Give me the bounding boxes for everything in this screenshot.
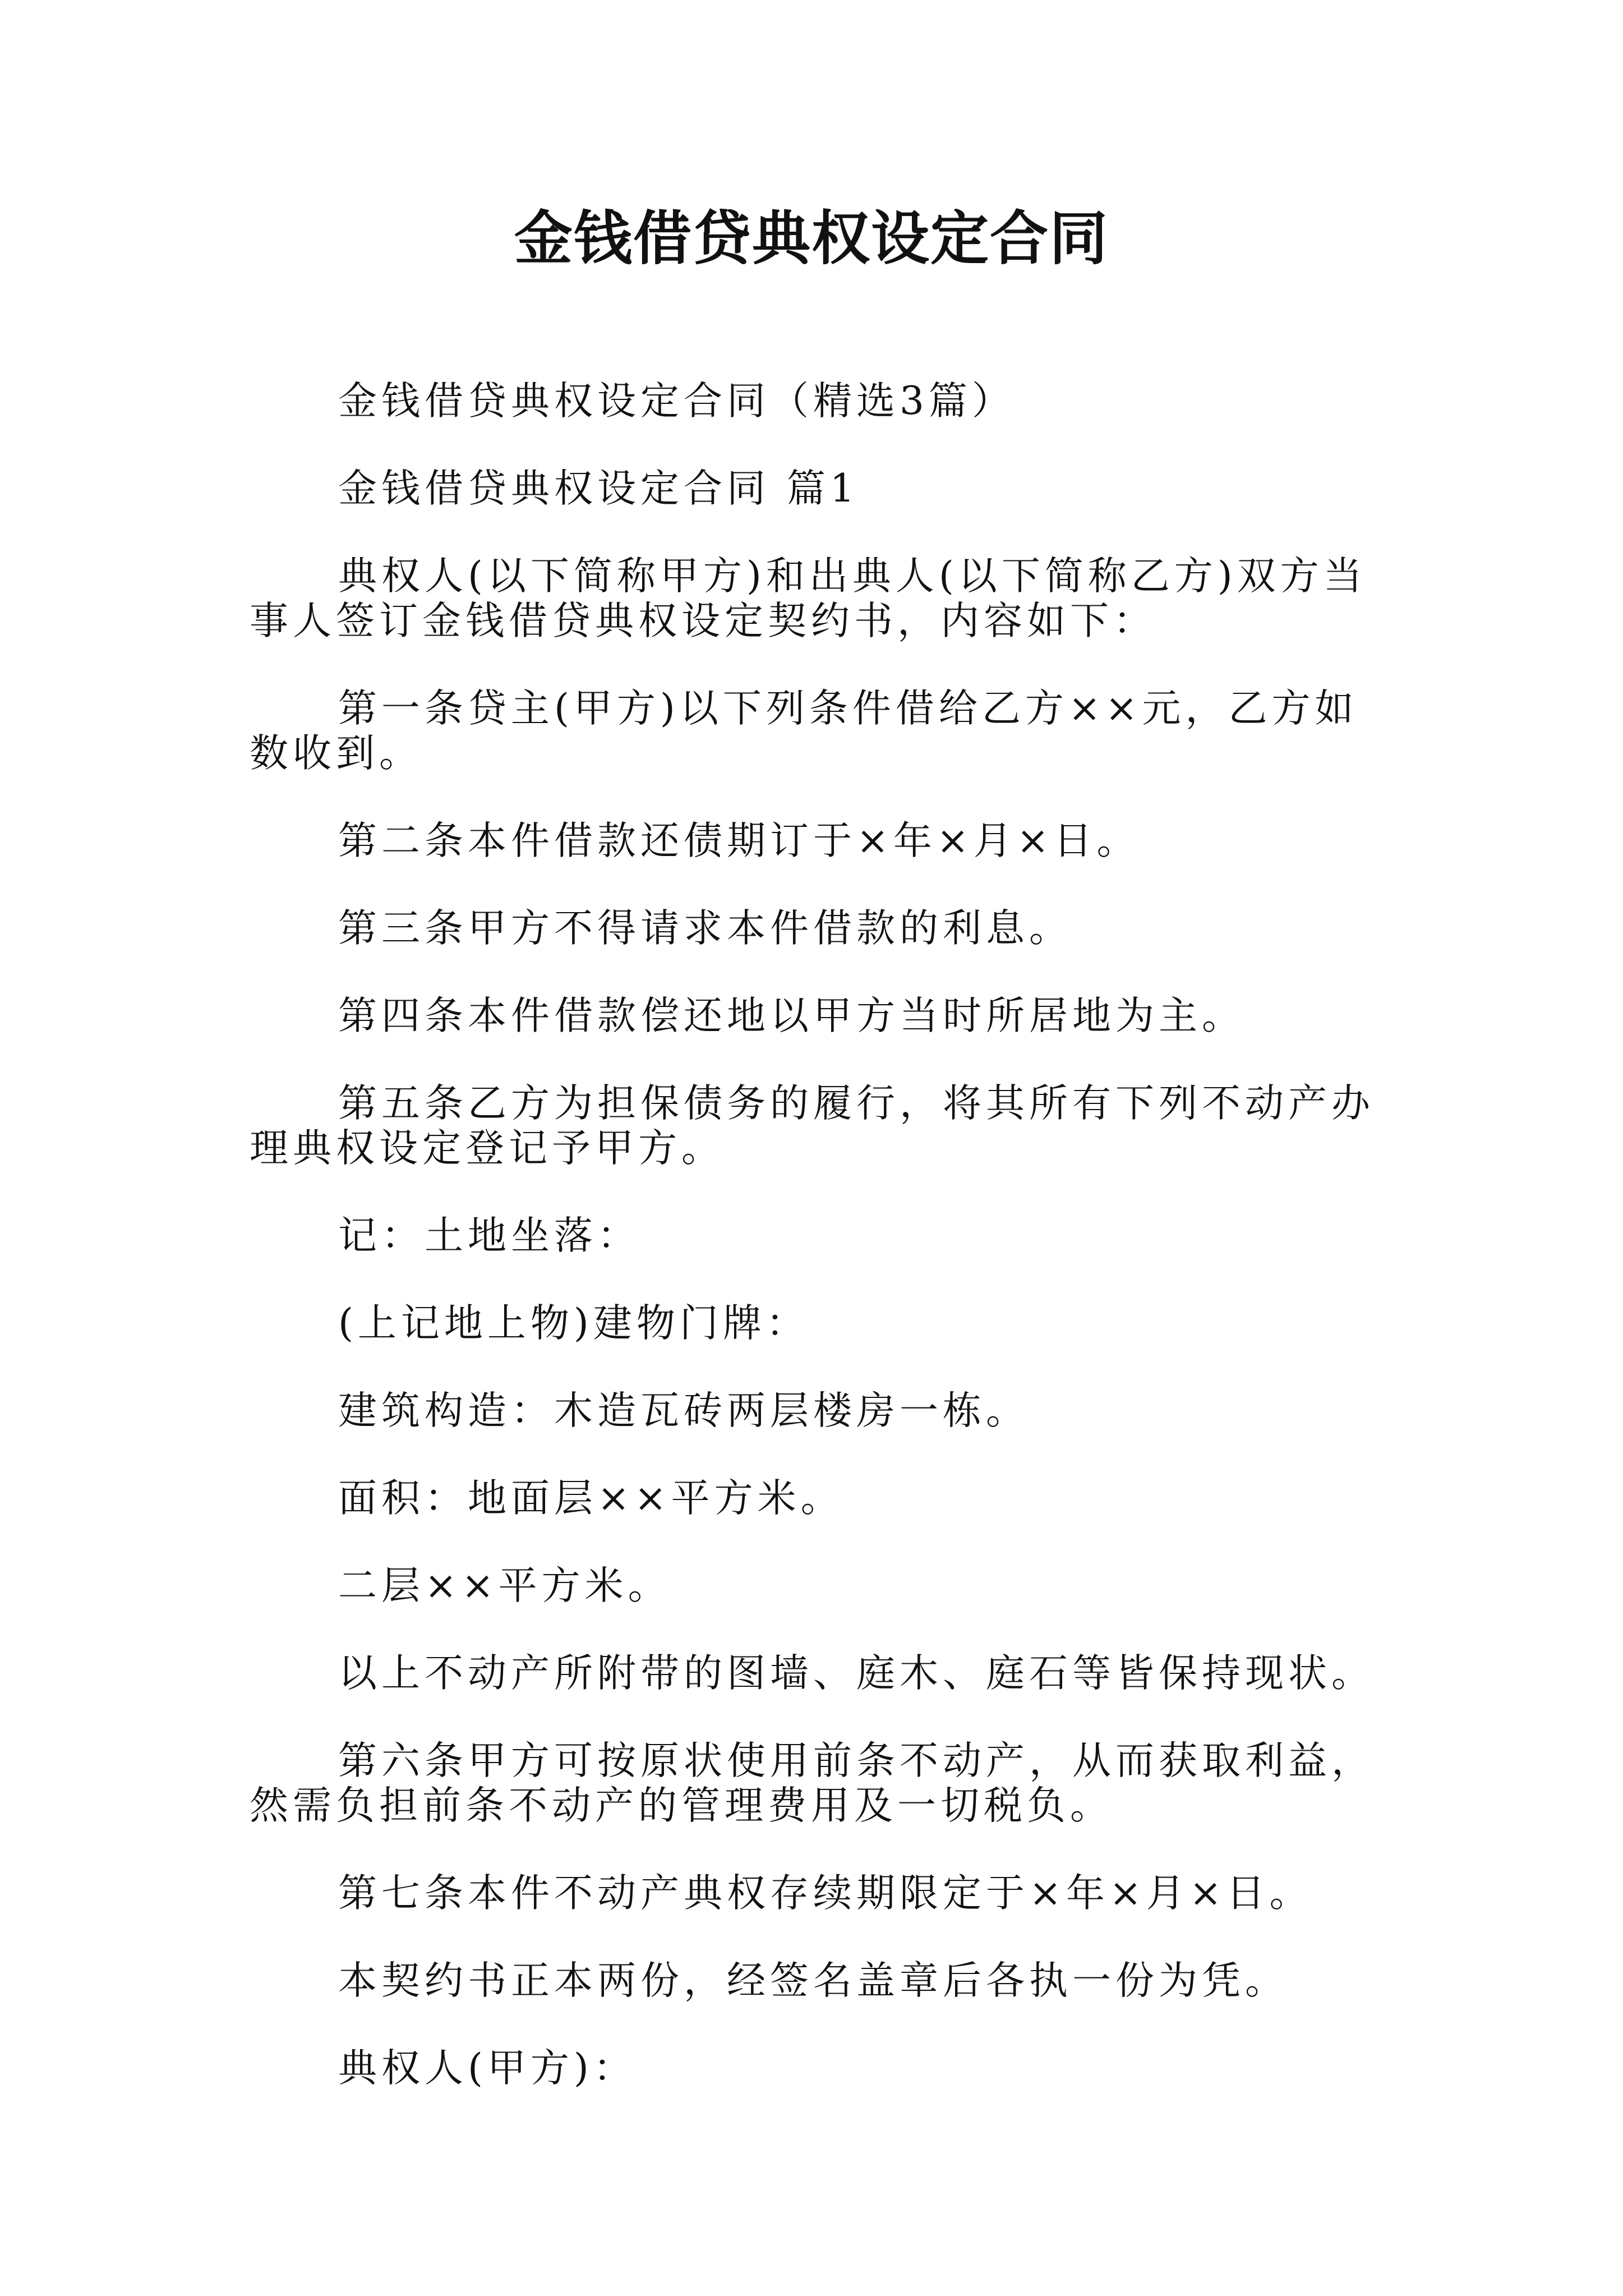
- paragraph-article-7: 第七条本件不动产典权存续期限定于×年×月×日。: [338, 1871, 1313, 1916]
- paragraph-area-second-floor: 二层××平方米。: [338, 1563, 671, 1608]
- paragraph-subtitle: 金钱借贷典权设定合同（精选3篇）: [338, 379, 1015, 424]
- paragraph-article-2: 第二条本件借款还债期订于×年×月×日。: [338, 818, 1140, 863]
- document-title: 金钱借贷典权设定合同: [514, 204, 1109, 273]
- paragraph-article-1: 第一条贷主(甲方)以下列条件借给乙方××元，乙方如数收到。: [250, 686, 1358, 776]
- paragraph-land-location: 记：土地坐落：: [338, 1213, 640, 1258]
- paragraph-building-number: (上记地上物)建物门牌：: [338, 1301, 809, 1346]
- paragraph-article-4: 第四条本件借款偿还地以甲方当时所居地为主。: [338, 993, 1245, 1038]
- paragraph-section-heading: 金钱借贷典权设定合同 篇1: [338, 466, 859, 511]
- paragraph-signature-line: 典权人(甲方)：: [338, 2046, 637, 2091]
- paragraph-parties: 典权人(以下简称甲方)和出典人(以下简称乙方)双方当事人签订金钱借贷典权设定契约书，内容如下：: [250, 554, 1367, 643]
- paragraph-area-ground: 面积：地面层××平方米。: [338, 1476, 844, 1521]
- paragraph-article-3: 第三条甲方不得请求本件借款的利息。: [338, 906, 1072, 951]
- paragraph-building-structure: 建筑构造：木造瓦砖两层楼房一栋。: [338, 1388, 1029, 1433]
- paragraph-article-6: 第六条甲方可按原状使用前条不动产，从而获取利益，然需负担前条不动产的管理费用及一切税负。: [250, 1738, 1375, 1828]
- paragraph-article-5: 第五条乙方为担保债务的履行，将其所有下列不动产办理典权设定登记予甲方。: [250, 1081, 1375, 1171]
- paragraph-attached-items: 以上不动产所附带的图墙、庭木、庭石等皆保持现状。: [338, 1651, 1375, 1696]
- document-body: [250, 379, 1377, 2133]
- paragraph-copies: 本契约书正本两份，经签名盖章后各执一份为凭。: [338, 1958, 1288, 2003]
